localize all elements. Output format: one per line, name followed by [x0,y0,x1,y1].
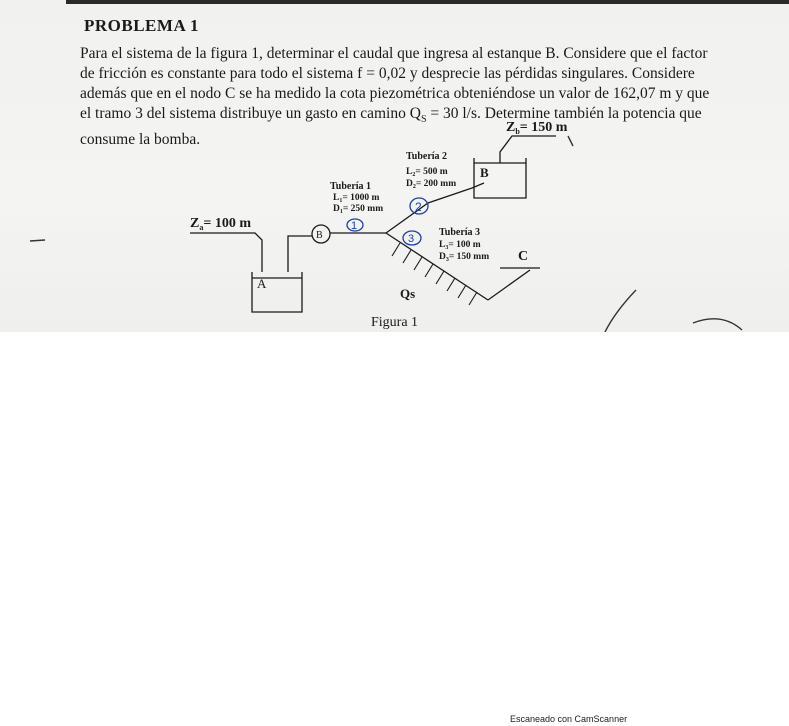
pipe-3-diameter: $D_3= 150$ mm [439,252,490,263]
pipe-3-tag: 3 [408,233,415,245]
pipe-1-length: $L_1= 1000$ m [333,193,380,204]
pipe-3-end-line [488,270,530,300]
pipe-1-tag: 1 [351,220,358,232]
tank-a-label: A [257,276,267,291]
pipe-3-length: $L_3= 100$ m [439,240,481,251]
scanned-page [0,0,789,332]
pipe-1-title: Tubería 1 [330,181,372,192]
suction-pipe [288,236,312,272]
pump-label: B [316,230,323,241]
statement-line: consume la bomba. [80,131,201,149]
scanner-watermark: Escaneado con CamScanner [510,714,628,724]
problem-title: PROBLEMA 1 [84,16,200,35]
za-label: $Z_a= 100$ m [190,216,251,232]
za-leader-line [190,233,262,272]
zb-leader-line [500,136,556,163]
pipe-2-diameter: $D_2= 200$ mm [406,179,457,190]
pipe-2-title: Tubería 2 [406,151,448,162]
statement-line: además que en el nodo C se ha medido la cota piezométrica obteniéndose un valor de 162,07 m y que [80,85,710,102]
statement-text: = 30 l/s. Determine también la potencia que [426,105,702,122]
pen-marks [30,136,742,332]
zb-label: $Z_b= 150$ m [506,120,568,136]
figure-1-diagram [0,0,789,332]
pipe-1-diameter: $D_1= 250$ mm [333,204,384,215]
tank-b-label: B [480,165,489,180]
pipe-2-tag: 2 [415,200,422,214]
statement-line: de fricción es constante para todo el sistema f = 0,02 y desprecie las pérdidas singulares. Considere [80,65,695,82]
node-c-label: C [518,249,529,264]
pipe-3-title: Tubería 3 [439,227,481,238]
figure-caption: Figura 1 [371,315,419,330]
pipe-2-length: $L_2= 500$ m [406,167,448,178]
pipe-2-line [386,183,484,233]
statement-subscript: S [420,114,427,126]
statement-text: el tramo 3 del sistema distribuye un gasto en camino Q [80,105,421,122]
qs-label: Qs [400,286,416,301]
statement-line: Para el sistema de la figura 1, determinar el caudal que ingresa al estanque B. Considere que el factor [80,45,708,62]
